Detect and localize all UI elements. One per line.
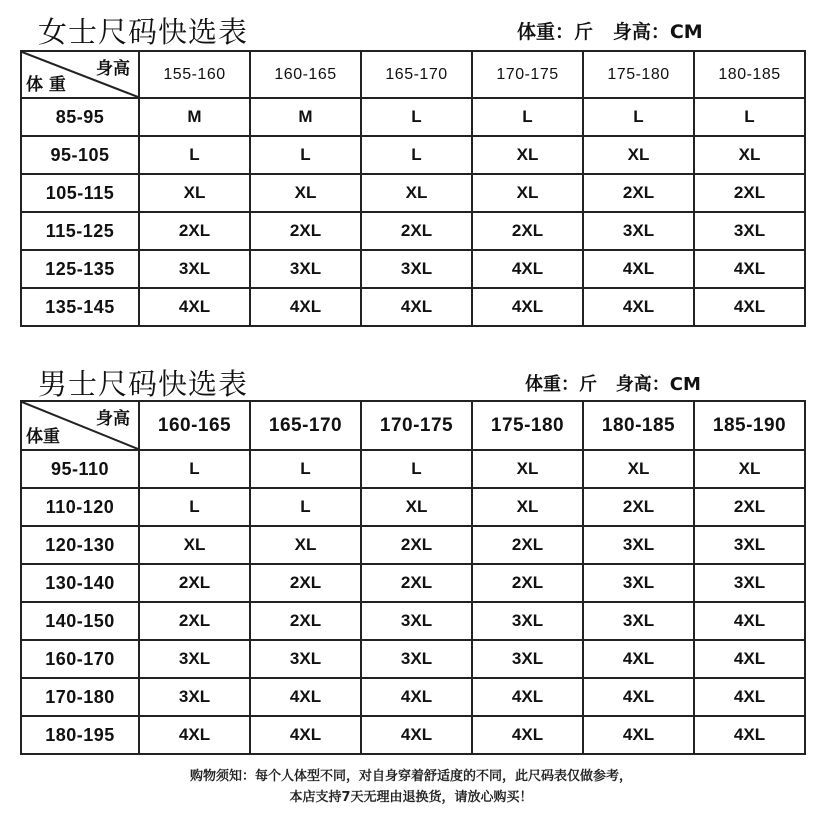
size-cell: 3XL: [694, 526, 805, 564]
size-cell: XL: [361, 174, 472, 212]
size-cell: 3XL: [694, 212, 805, 250]
header-row: [21, 51, 805, 98]
size-cell: 2XL: [583, 174, 694, 212]
table-row: [21, 602, 805, 640]
size-cell: 4XL: [694, 640, 805, 678]
size-cell: 4XL: [472, 678, 583, 716]
weight-range: 115-125: [21, 212, 139, 250]
men-units-note: 体重：斤 身高：CM: [525, 374, 701, 395]
size-cell: XL: [694, 450, 805, 488]
size-cell: 4XL: [361, 288, 472, 326]
table-row: [21, 250, 805, 288]
weight-range: 170-180: [21, 678, 139, 716]
men-table-title: 男士尺码快选表: [38, 367, 249, 401]
size-cell: 4XL: [250, 678, 361, 716]
size-cell: 4XL: [583, 678, 694, 716]
size-cell: 3XL: [583, 526, 694, 564]
size-cell: L: [250, 488, 361, 526]
women-table-title: 女士尺码快选表: [38, 15, 249, 49]
size-cell: 4XL: [583, 640, 694, 678]
size-cell: 4XL: [694, 716, 805, 754]
size-cell: 4XL: [472, 250, 583, 288]
size-cell: L: [361, 450, 472, 488]
size-cell: XL: [472, 450, 583, 488]
table-row: [21, 488, 805, 526]
notice-line-2: 本店支持7天无理由退换货，请放心购买！: [289, 790, 533, 805]
notice-line-1: 购物须知：每个人体型不同，对自身穿着舒适度的不同，此尺码表仅做参考，: [189, 769, 632, 784]
weight-axis-label: 体重: [26, 427, 60, 447]
table-row: [21, 526, 805, 564]
header-row: [21, 401, 805, 450]
height-header: 155-160: [139, 51, 250, 98]
size-cell: 4XL: [694, 678, 805, 716]
size-cell: 2XL: [250, 564, 361, 602]
size-cell: 2XL: [694, 174, 805, 212]
size-cell: 2XL: [583, 488, 694, 526]
size-cell: M: [139, 98, 250, 136]
height-header: 170-175: [361, 401, 472, 450]
height-header: 180-185: [583, 401, 694, 450]
table-row: [21, 174, 805, 212]
weight-range: 140-150: [21, 602, 139, 640]
size-cell: 2XL: [139, 212, 250, 250]
size-cell: L: [472, 98, 583, 136]
size-cell: L: [361, 136, 472, 174]
corner-header-cell: [21, 401, 139, 450]
shopping-notice: [0, 766, 822, 808]
weight-range: 130-140: [21, 564, 139, 602]
size-cell: L: [250, 136, 361, 174]
weight-axis-label: 体 重: [26, 75, 66, 95]
size-cell: 3XL: [361, 602, 472, 640]
size-cell: 3XL: [472, 602, 583, 640]
table-row: [21, 98, 805, 136]
size-cell: 2XL: [250, 602, 361, 640]
weight-range: 105-115: [21, 174, 139, 212]
size-cell: 3XL: [361, 640, 472, 678]
height-header: 185-190: [694, 401, 805, 450]
height-header: 170-175: [472, 51, 583, 98]
corner-header-cell: [21, 51, 139, 98]
size-cell: L: [361, 98, 472, 136]
size-cell: 2XL: [250, 212, 361, 250]
table-row: [21, 564, 805, 602]
size-cell: 2XL: [361, 564, 472, 602]
table-row: [21, 288, 805, 326]
size-cell: 3XL: [583, 602, 694, 640]
size-cell: XL: [472, 136, 583, 174]
size-cell: XL: [139, 526, 250, 564]
size-cell: XL: [139, 174, 250, 212]
size-cell: 2XL: [472, 212, 583, 250]
size-cell: 3XL: [139, 640, 250, 678]
size-cell: 4XL: [583, 250, 694, 288]
weight-range: 180-195: [21, 716, 139, 754]
size-cell: 4XL: [361, 716, 472, 754]
size-cell: 4XL: [583, 288, 694, 326]
height-header: 175-180: [472, 401, 583, 450]
height-header: 165-170: [361, 51, 472, 98]
size-cell: XL: [472, 488, 583, 526]
size-cell: 4XL: [694, 602, 805, 640]
size-cell: 3XL: [361, 250, 472, 288]
size-cell: 3XL: [250, 640, 361, 678]
size-cell: 4XL: [139, 288, 250, 326]
weight-range: 120-130: [21, 526, 139, 564]
size-cell: 4XL: [472, 716, 583, 754]
size-cell: 3XL: [583, 564, 694, 602]
size-cell: XL: [472, 174, 583, 212]
weight-range: 125-135: [21, 250, 139, 288]
size-cell: 3XL: [139, 678, 250, 716]
size-cell: XL: [583, 450, 694, 488]
size-cell: 2XL: [361, 212, 472, 250]
size-cell: 3XL: [139, 250, 250, 288]
size-cell: XL: [250, 526, 361, 564]
weight-range: 95-110: [21, 450, 139, 488]
height-header: 165-170: [250, 401, 361, 450]
height-header: 175-180: [583, 51, 694, 98]
size-cell: 4XL: [694, 250, 805, 288]
size-cell: 3XL: [250, 250, 361, 288]
size-cell: 3XL: [694, 564, 805, 602]
table-row: [21, 716, 805, 754]
table-row: [21, 678, 805, 716]
height-axis-label: 身高: [96, 409, 130, 429]
size-cell: 2XL: [361, 526, 472, 564]
size-cell: 2XL: [472, 526, 583, 564]
size-cell: L: [583, 98, 694, 136]
size-cell: 2XL: [139, 564, 250, 602]
size-cell: 2XL: [472, 564, 583, 602]
size-cell: 3XL: [583, 212, 694, 250]
size-cell: XL: [694, 136, 805, 174]
height-header: 180-185: [694, 51, 805, 98]
size-cell: L: [139, 136, 250, 174]
weight-range: 95-105: [21, 136, 139, 174]
height-axis-label: 身高: [96, 59, 130, 79]
table-row: [21, 136, 805, 174]
size-cell: XL: [583, 136, 694, 174]
size-cell: 4XL: [361, 678, 472, 716]
size-cell: XL: [361, 488, 472, 526]
size-cell: M: [250, 98, 361, 136]
weight-range: 85-95: [21, 98, 139, 136]
size-cell: 4XL: [583, 716, 694, 754]
size-cell: 3XL: [472, 640, 583, 678]
women-units-note: 体重：斤 身高：CM: [517, 21, 703, 43]
size-cell: XL: [250, 174, 361, 212]
size-cell: L: [139, 488, 250, 526]
size-cell: 4XL: [250, 288, 361, 326]
weight-range: 160-170: [21, 640, 139, 678]
men-size-table: [20, 400, 806, 755]
size-cell: L: [250, 450, 361, 488]
size-cell: 2XL: [139, 602, 250, 640]
women-size-table: [20, 50, 806, 327]
size-cell: L: [694, 98, 805, 136]
height-header: 160-165: [139, 401, 250, 450]
height-header: 160-165: [250, 51, 361, 98]
weight-range: 110-120: [21, 488, 139, 526]
size-cell: 4XL: [139, 716, 250, 754]
table-row: [21, 450, 805, 488]
size-cell: 2XL: [694, 488, 805, 526]
size-cell: 4XL: [472, 288, 583, 326]
weight-range: 135-145: [21, 288, 139, 326]
table-row: [21, 212, 805, 250]
size-cell: 4XL: [250, 716, 361, 754]
table-row: [21, 640, 805, 678]
size-cell: 4XL: [694, 288, 805, 326]
size-cell: L: [139, 450, 250, 488]
